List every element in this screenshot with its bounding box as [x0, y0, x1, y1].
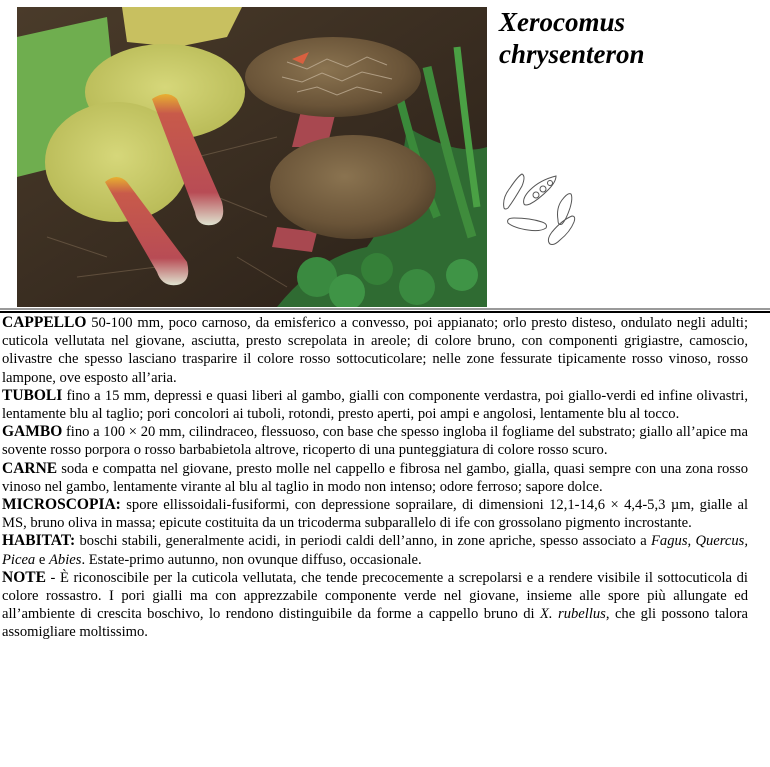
genus-name: Abies [49, 551, 82, 568]
section-text: fino a 15 mm, depressi e quasi liberi al gambo, gialli con componente verdastra, poi giallo-verdi ed infine olivastri, lentamente blu al taglio; pori concolori ai tuboli, rotondi, presto aperti, poi ampi e angolosi, lentamente blu al tocco. [2, 387, 748, 423]
section-heading: CARNE [2, 459, 58, 477]
spore [504, 174, 524, 209]
section-text: 50-100 mm, poco carnoso, da emisferico a convesso, poi appianato; orlo presto disteso, ondulato negli adulti; cuticola vellutata nel giovane, asciutta, presto screpolata in areole; di colore bruno, con componenti grigiastre, camoscio, olivastre che spesso lasciano trasparire il colore rosso sottocuticolare; nelle zone fessurate tipicamente rosso vinoso, rosso lampone, ove esposto all’aria. [2, 315, 748, 386]
spore [548, 216, 574, 245]
species-reference: X. rubellus [540, 606, 606, 623]
species-description [2, 314, 748, 642]
section-text: . Estate-primo autunno, non ovunque diffuso, occasionale. [81, 551, 422, 568]
section-note [2, 569, 748, 642]
section-habitat [2, 532, 748, 568]
section-cappello [2, 314, 748, 387]
spore [508, 218, 547, 231]
section-text: boschi stabili, generalmente acidi, in periodi caldi dell’anno, in zone apriche, spesso associato a [75, 533, 652, 550]
spore-illustration [500, 168, 590, 248]
genus-list: Fagus, Quercus, Picea [2, 533, 748, 568]
section-heading: TUBOLI [2, 386, 63, 404]
section-heading: HABITAT: [2, 532, 76, 550]
section-gambo [2, 423, 748, 459]
section-text: e [35, 551, 50, 568]
divider-line [0, 308, 770, 310]
mushroom-photo [17, 7, 487, 307]
section-heading: GAMBO [2, 423, 63, 441]
section-text: fino a 100 × 20 mm, cilindraceo, flessuoso, con base che spesso ingloba il fogliame del substrato; giallo all’apice ma sovente rosso porpora o rosso barbabietola altrove, ricoperto di una punteggiatura di colore rosso scuro. [2, 424, 748, 459]
section-microscopia [2, 496, 748, 532]
section-heading: MICROSCOPIA: [2, 496, 121, 514]
section-text: , che gli possono talora assomigliare moltissimo. [2, 606, 748, 641]
section-carne [2, 460, 748, 496]
species-title [499, 6, 645, 70]
section-tuboli [2, 387, 748, 423]
mushroom-cap [270, 135, 436, 239]
species-name: chrysenteron [499, 39, 645, 69]
divider-line [0, 311, 770, 313]
section-text: soda e compatta nel giovane, presto molle nel cappello e fibrosa nel gambo, gialla, quasi sempre con una zona rosso vinoso nel gambo, lentamente virante al blu al taglio in modo non intenso; odore ferroso; sapore dolce. [2, 460, 748, 495]
section-heading: NOTE [2, 568, 46, 586]
section-text: - È riconoscibile per la cuticola vellutata, che tende precocemente a screpolarsi e a rendere visibile il sottocuticola di colore rossastro. I pori gialli ma con apprezzabile componente verde nel giovane, insieme alle spore più allungate ed all’ambiente di crescita boschivo, lo rendono distinguibile da forme a cappello bruno di [2, 569, 748, 623]
section-heading: CAPPELLO [2, 314, 87, 331]
genus-name: Xerocomus [499, 7, 626, 37]
section-text: spore ellissoidali-fusiformi, con depressione soprailare, di dimensioni 12,1-14,6 × 4,4-5,3 µm, gialle al MS, bruno oliva in massa; epicute costituita da un tricoderma subparallelo di ife con grossolano pigmento incrostante. [2, 497, 748, 532]
